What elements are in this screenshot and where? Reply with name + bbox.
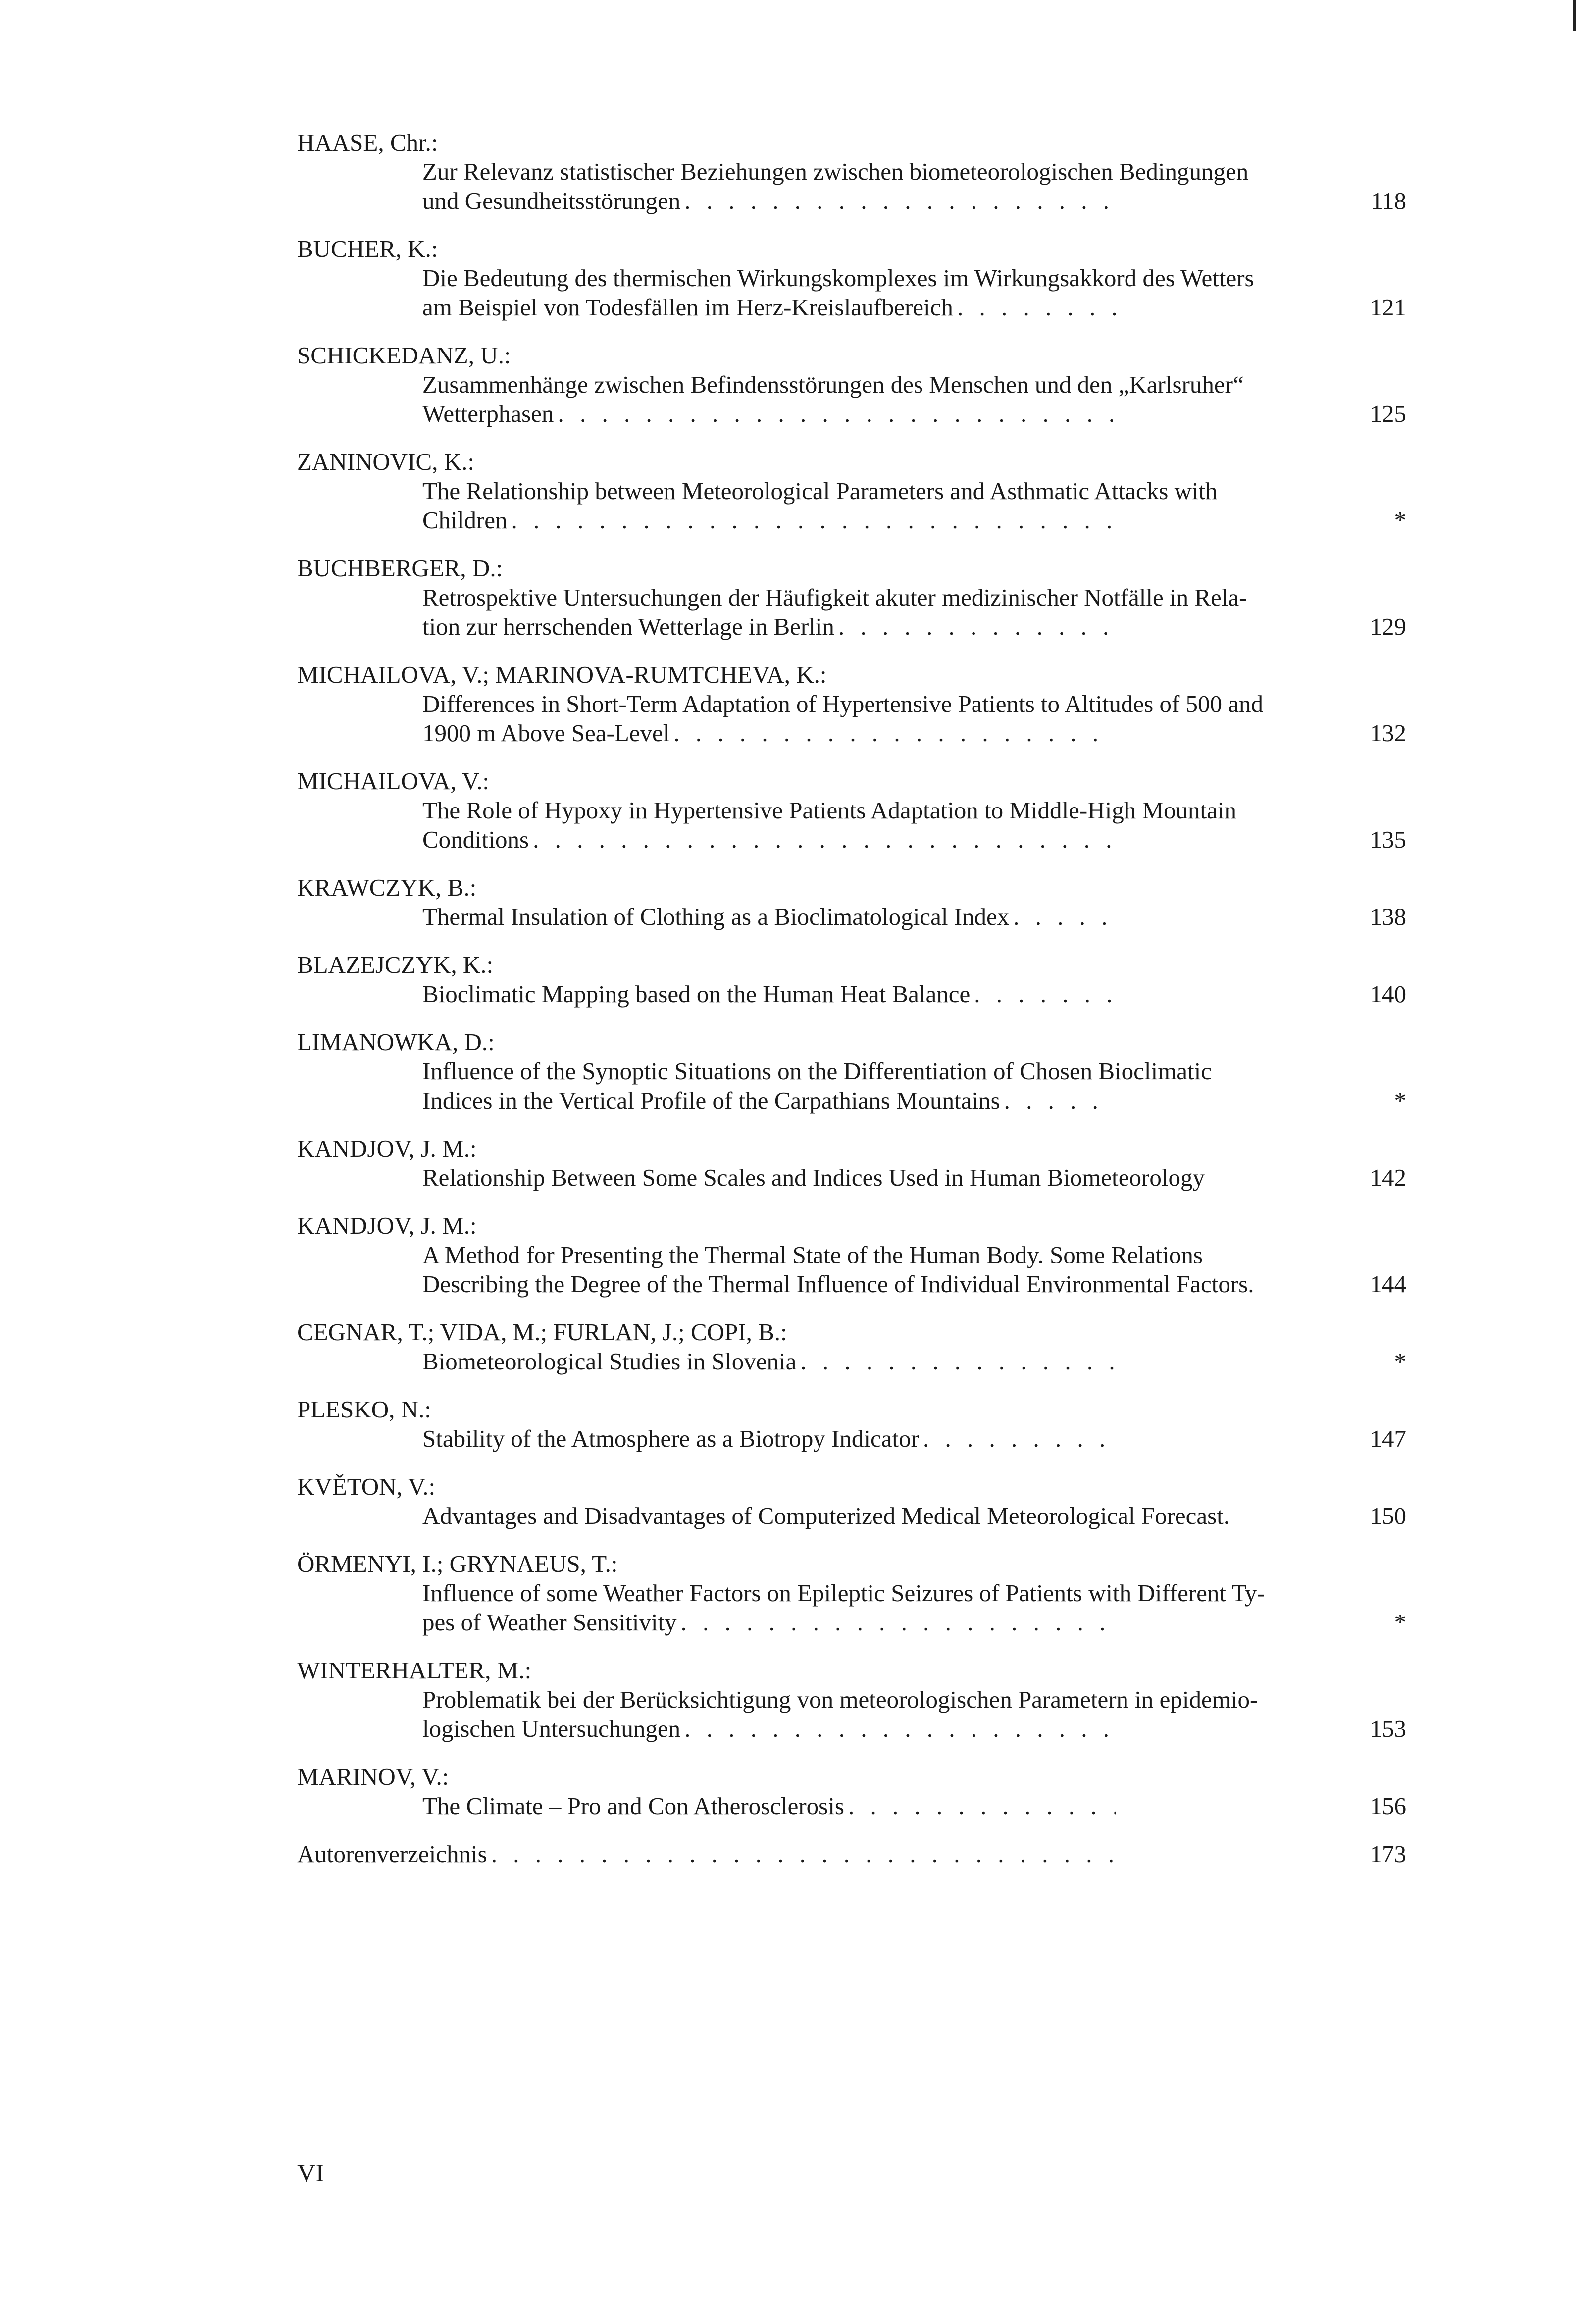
toc-entry-title-text: Relationship Between Some Scales and Indices Used in Human Biometeorology	[422, 1164, 1205, 1191]
toc-entry-page-number: 129	[1370, 613, 1406, 640]
toc-entry[interactable]	[297, 447, 1406, 535]
toc-entry-body	[297, 1163, 1406, 1192]
toc-entry-title-line: Differences in Short-Term Adaptation of Hypertensive Patients to Altitudes of 500 and	[422, 690, 1264, 717]
dot-leader	[533, 825, 1116, 854]
toc-entry-title-text: am Beispiel von Todesfällen im Herz-Kreislaufbereich	[422, 294, 953, 321]
toc-entry-page-number: 135	[1370, 826, 1406, 853]
toc-entry-page-number: 132	[1370, 719, 1406, 747]
toc-entry-title-text: Describing the Degree of the Thermal Influence of Individual Environmental Factors.	[422, 1270, 1254, 1298]
toc-entry-title-line: Zusammenhänge zwischen Befindensstörungen des Menschen und den „Karlsruher“	[422, 371, 1244, 398]
toc-entry-title	[422, 583, 1247, 641]
toc-entry-author: MARINOV, V.:	[297, 1763, 449, 1790]
toc-entry-title	[422, 1347, 1117, 1376]
toc-entry-title-line: Retrospektive Untersuchungen der Häufigkeit akuter medizinischer Notfälle in Rela-	[422, 584, 1247, 611]
toc-entry-body	[297, 1501, 1406, 1530]
scan-edge-mark	[1573, 0, 1576, 31]
toc-entry-title-last-line	[422, 1791, 1116, 1820]
toc-entry[interactable]	[297, 766, 1406, 854]
toc-entry-page-number: 125	[1370, 400, 1406, 427]
toc-entry-author: HAASE, Chr.:	[297, 129, 438, 156]
dot-leader	[800, 1347, 1116, 1376]
dot-leader	[684, 1714, 1116, 1743]
toc-entry-author: WINTERHALTER, M.:	[297, 1657, 532, 1684]
toc-entry-author: KVĚTON, V.:	[297, 1473, 436, 1500]
toc-entry-title-last-line	[422, 1424, 1116, 1453]
toc-entry-title-line: Influence of some Weather Factors on Epileptic Seizures of Patients with Different Ty-	[422, 1579, 1265, 1607]
toc-entry-author: BUCHER, K.:	[297, 235, 438, 262]
toc-entry-page-number: *	[1394, 1087, 1406, 1114]
dot-leader	[673, 718, 1116, 748]
dot-leader	[974, 979, 1116, 1009]
toc-entry-title-text: pes of Weather Sensitivity	[422, 1609, 677, 1636]
toc-entry[interactable]	[297, 1027, 1406, 1115]
toc-entry-author: PLESKO, N.:	[297, 1396, 431, 1423]
toc-entry-author: BUCHBERGER, D.:	[297, 555, 503, 582]
toc-entry-page-number: 147	[1370, 1425, 1406, 1452]
toc-entry-body	[297, 796, 1406, 854]
toc-entry[interactable]	[297, 1656, 1406, 1743]
toc-entry-author: KRAWCZYK, B.:	[297, 874, 477, 901]
toc-entry[interactable]	[297, 950, 1406, 1009]
dot-leader	[511, 505, 1116, 535]
toc-entry-title-line: Die Bedeutung des thermischen Wirkungskomplexes im Wirkungsakkord des Wetters	[422, 264, 1254, 292]
toc-entry-body	[297, 1057, 1406, 1115]
toc-entry-title-text: Indices in the Vertical Profile of the Carpathians Mountains	[422, 1087, 1000, 1114]
dot-leader	[491, 1839, 1117, 1869]
toc-entry-title-line: Influence of the Synoptic Situations on the Differentiation of Chosen Bioclimatic	[422, 1058, 1212, 1085]
toc-entry-title-last-line	[422, 612, 1116, 641]
toc-entry-page-number: 140	[1370, 980, 1406, 1008]
toc-entry-author: BLAZEJCZYK, K.:	[297, 951, 494, 978]
toc-entry-page-number: *	[1394, 506, 1406, 534]
toc-entry[interactable]	[297, 554, 1406, 641]
toc-entry-page-number: 150	[1370, 1502, 1406, 1529]
toc-entry-page-number: 156	[1370, 1792, 1406, 1819]
toc-entry-author: MICHAILOVA, V.:	[297, 767, 489, 795]
toc-entry-title-last-line	[422, 505, 1116, 535]
toc-entry-author: LIMANOWKA, D.:	[297, 1028, 495, 1056]
toc-entry-title-text: Children	[422, 506, 508, 534]
toc-entry-title-last-line	[422, 1086, 1116, 1115]
toc-entry-body	[297, 476, 1406, 535]
toc-entry[interactable]	[297, 1472, 1406, 1530]
toc-entry[interactable]	[297, 873, 1406, 931]
toc-entry-title	[422, 796, 1236, 854]
toc-entry-title-last-line	[422, 1714, 1116, 1743]
toc-entry-body	[297, 583, 1406, 641]
toc-entry-title-last-line	[422, 825, 1116, 854]
toc-entry-body	[297, 1240, 1406, 1299]
toc-entry-title	[422, 689, 1264, 748]
toc-entry-title-text: Wetterphasen	[422, 400, 554, 427]
toc-entry-author: KANDJOV, J. M.:	[297, 1135, 477, 1162]
author-index-label: Autorenverzeichnis	[297, 1840, 487, 1868]
toc-entry-title	[422, 1578, 1265, 1637]
toc-entry-body	[297, 979, 1406, 1009]
toc-entry-title-text: Biometeorological Studies in Slovenia	[422, 1348, 797, 1375]
toc-entry-author-index[interactable]	[297, 1839, 1406, 1869]
dot-leader	[838, 612, 1116, 641]
toc-entry-title-text: 1900 m Above Sea-Level	[422, 719, 670, 747]
toc-entry-title-text: tion zur herrschenden Wetterlage in Berlin	[422, 613, 834, 640]
dot-leader	[1004, 1086, 1116, 1115]
toc-entry-title	[422, 476, 1218, 535]
toc-entry-page-number: 153	[1370, 1715, 1406, 1742]
toc-entry-page-number: *	[1394, 1609, 1406, 1636]
author-index-line	[297, 1839, 1117, 1869]
toc-entry-title-text: Advantages and Disadvantages of Computerized Medical Meteorological Forecast.	[422, 1502, 1230, 1529]
toc-entry-author: SCHICKEDANZ, U.:	[297, 342, 511, 369]
toc-entry[interactable]	[297, 1395, 1406, 1453]
toc-entry-page-number: 118	[1371, 187, 1406, 214]
toc-entry-author: MICHAILOVA, V.; MARINOVA-RUMTCHEVA, K.:	[297, 661, 827, 688]
toc-entry-body	[297, 1424, 1406, 1453]
toc-entry[interactable]	[297, 341, 1406, 428]
toc-entry-body	[297, 1347, 1406, 1376]
page-number-footer: VI	[297, 2159, 324, 2187]
toc-entry-title	[422, 1163, 1205, 1192]
dot-leader	[1013, 902, 1116, 931]
toc-entry-title	[422, 1501, 1230, 1530]
toc-entry-body	[297, 902, 1406, 931]
toc-entry-body	[297, 263, 1406, 322]
toc-entry-title-text: Bioclimatic Mapping based on the Human Heat Balance	[422, 980, 971, 1008]
toc-entry-title-line: Zur Relevanz statistischer Beziehungen zwischen biometeorologischen Bedingungen	[422, 158, 1249, 185]
toc-entry-title-last-line	[422, 1347, 1116, 1376]
toc-entry[interactable]	[297, 660, 1406, 748]
toc-entry-title-last-line	[422, 979, 1116, 1009]
toc-entry[interactable]	[297, 234, 1406, 322]
toc-entry-title-line: The Role of Hypoxy in Hypertensive Patients Adaptation to Middle-High Mountain	[422, 797, 1236, 824]
toc-entry-page-number: 142	[1370, 1164, 1406, 1191]
dot-leader	[848, 1791, 1116, 1820]
toc-entry-title	[422, 1057, 1212, 1115]
toc-entry-body	[297, 1685, 1406, 1743]
toc-entry-title-line: The Relationship between Meteorological Parameters and Asthmatic Attacks with	[422, 477, 1218, 505]
author-index-page-number: 173	[1370, 1840, 1406, 1868]
toc-entry-body	[297, 157, 1406, 215]
toc-entry-author: KANDJOV, J. M.:	[297, 1212, 477, 1239]
toc-entry-title	[422, 370, 1244, 428]
toc-entry-page-number: 138	[1370, 903, 1406, 930]
toc-entry[interactable]	[297, 1134, 1406, 1192]
toc-entry-title	[422, 1791, 1117, 1820]
toc-entry-title-last-line	[422, 1269, 1254, 1299]
toc-entry-title-line: A Method for Presenting the Thermal State of the Human Body. Some Relations	[422, 1241, 1203, 1268]
dot-leader	[957, 293, 1116, 322]
dot-leader	[923, 1424, 1116, 1453]
toc-entry-body	[297, 689, 1406, 748]
toc-entry-page-number: *	[1394, 1348, 1406, 1375]
toc-entry-title-text: The Climate – Pro and Con Atherosclerosis	[422, 1792, 844, 1819]
toc-entry-title-last-line	[422, 293, 1116, 322]
dot-leader	[684, 186, 1116, 215]
toc-entry-title	[422, 1424, 1117, 1453]
toc-entry-title-text: logischen Untersuchungen	[422, 1715, 681, 1742]
toc-entry-title-last-line	[422, 718, 1116, 748]
toc-entry-page-number: 121	[1370, 294, 1406, 321]
toc-entry-body	[297, 370, 1406, 428]
toc-entry[interactable]	[297, 128, 1406, 215]
toc-entry[interactable]	[297, 1549, 1406, 1637]
toc-entry-title	[422, 979, 1117, 1009]
toc-entry-title-last-line	[422, 1163, 1205, 1192]
toc-entry-body	[297, 1791, 1406, 1820]
toc-entry-title	[422, 1240, 1254, 1299]
toc-entry-author: ÖRMENYI, I.; GRYNAEUS, T.:	[297, 1550, 618, 1577]
toc-entry-title	[422, 157, 1249, 215]
table-of-contents	[297, 128, 1406, 1869]
toc-entry-title-last-line	[422, 902, 1116, 931]
toc-entry-title-text: Conditions	[422, 826, 529, 853]
toc-entry-title-text: Stability of the Atmosphere as a Biotropy Indicator	[422, 1425, 919, 1452]
toc-entry-title	[422, 263, 1254, 322]
toc-entry-author: ZANINOVIC, K.:	[297, 448, 474, 475]
toc-entry-page-number: 144	[1370, 1270, 1406, 1298]
toc-entry-title-line: Problematik bei der Berücksichtigung von meteorologischen Parametern in epidemio-	[422, 1686, 1258, 1713]
toc-entry[interactable]	[297, 1762, 1406, 1820]
dot-leader	[681, 1608, 1116, 1637]
toc-entry-title-last-line	[422, 399, 1116, 428]
toc-entry-title-text: und Gesundheitsstörungen	[422, 187, 681, 214]
toc-entry-title	[422, 902, 1117, 931]
dot-leader	[558, 399, 1116, 428]
toc-entry-title-last-line	[422, 1501, 1230, 1530]
toc-entry[interactable]	[297, 1317, 1406, 1376]
toc-entry-title-text: Thermal Insulation of Clothing as a Bioclimatological Index	[422, 903, 1010, 930]
toc-entry[interactable]	[297, 1211, 1406, 1299]
toc-entry-title-last-line	[422, 1608, 1116, 1637]
toc-entry-author: CEGNAR, T.; VIDA, M.; FURLAN, J.; COPI, B.:	[297, 1318, 787, 1346]
toc-entry-title-last-line	[422, 186, 1116, 215]
toc-entry-title	[422, 1685, 1258, 1743]
toc-entry-body	[297, 1578, 1406, 1637]
